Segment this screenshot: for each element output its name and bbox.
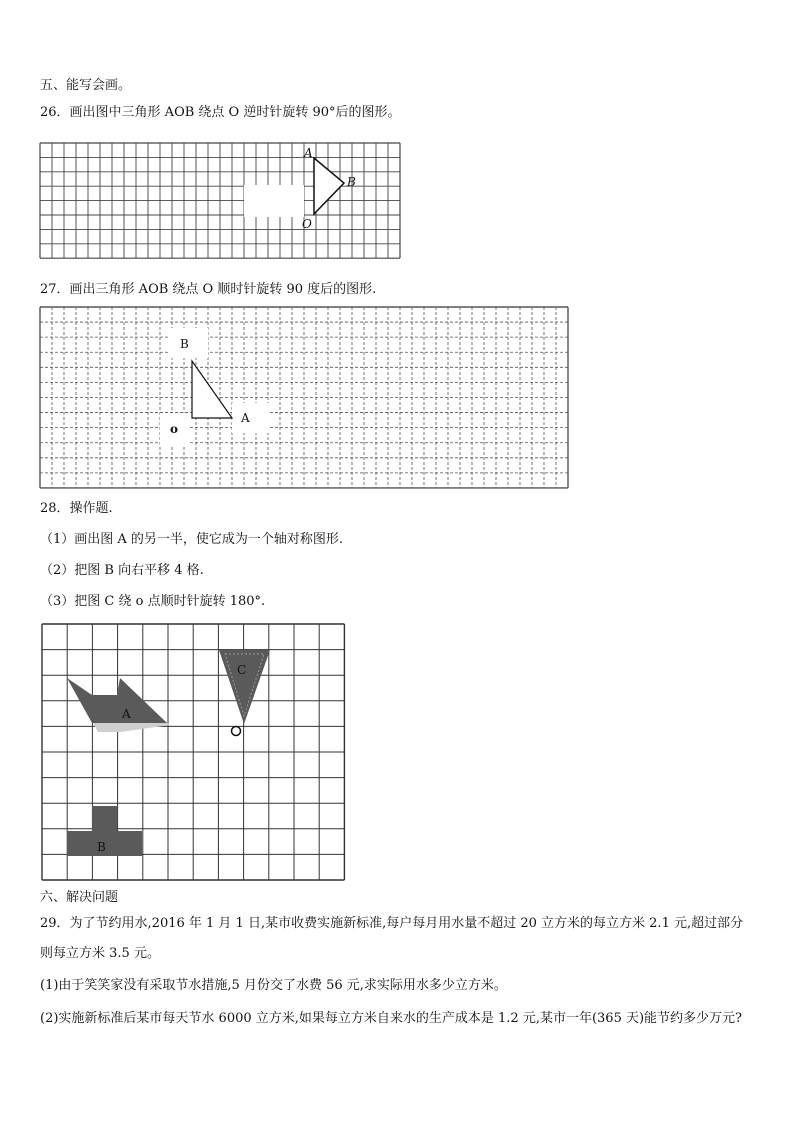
label-b-q27: B [180, 337, 189, 351]
question-28-item-2: （2）把图 B 向右平移 4 格. [40, 563, 204, 578]
question-29-line-2: 则每立方米 3.5 元。 [40, 946, 160, 961]
question-28-item-3: （3）把图 C 绕 o 点顺时针旋转 180°. [40, 594, 266, 609]
point-o-q28 [232, 727, 241, 736]
label-figure-b: B [97, 840, 106, 854]
question-29-line-1: 29．为了节约用水,2016 年 1 月 1 日,某市收费实施新标准,每户每月用水量不超过 20 立方米的每立方米 2.1 元,超过部分 [40, 916, 744, 931]
section-6-title: 六、解决问题 [40, 890, 119, 905]
question-27-text: 27．画出三角形 AOB 绕点 O 顺时针旋转 90 度后的图形. [40, 282, 377, 297]
label-figure-c: C [237, 663, 247, 677]
label-o-q26: O [302, 217, 312, 231]
question-28-text: 28．操作题. [40, 501, 113, 516]
question-29-sub-1: (1)由于笑笑家没有采取节水措施,5 月份交了水费 56 元,求实际用水多少立方米。 [40, 978, 507, 993]
label-b-q26: B [347, 175, 356, 189]
section-5-title: 五、能写会画。 [40, 78, 132, 93]
label-a-q26: A [304, 146, 313, 160]
question-28-item-1: （1）画出图 A 的另一半，使它成为一个轴对称图形. [40, 532, 344, 547]
label-figure-a: A [122, 707, 131, 721]
label-o-q27: o [170, 422, 179, 436]
question-26-text: 26．画出图中三角形 AOB 绕点 O 逆时针旋转 90°后的图形。 [40, 105, 401, 120]
label-a-q27: A [241, 411, 250, 425]
question-29-sub-2: (2)实施新标准后某市每天节水 6000 立方米,如果每立方米自来水的生产成本是 1.2 元,某市一年(365 天)能节约多少万元? [40, 1011, 743, 1026]
